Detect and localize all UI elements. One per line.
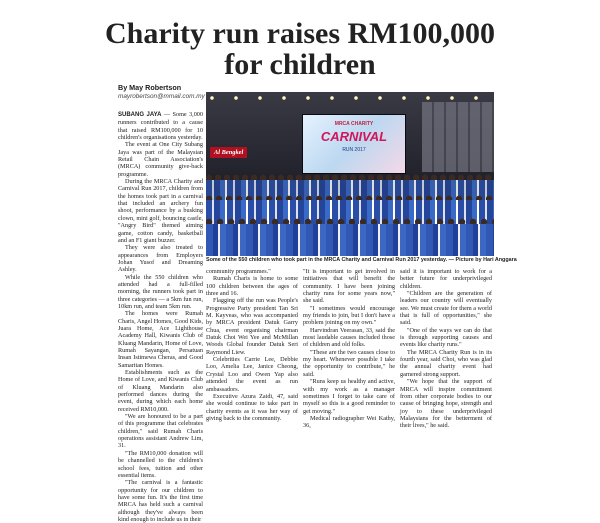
paragraph: Executive Azura Zaidi, 47, said she would continue to take part in charity events as it was her way of giving back to the community. — [206, 392, 298, 422]
paragraph: Harvindran Veerasan, 33, said the most laudable causes included those of children and old folks. — [303, 326, 395, 349]
screen-text-bottom: RUN 2017 — [342, 147, 366, 153]
paragraph: The homes were Rumah Charis, Angel Homes, Good Kids, Juara Home, Ace Lighthouse Academy Hall, Kiwanis Club of Kluang Mandarin, Home of Love, Rumah Sayangan, Persatuan Insan Istimewa Cheras, and Good Samaritan Homes. — [118, 310, 203, 369]
article-column-3 — [303, 268, 395, 430]
photo-caption: Some of the 550 children who took part in the MRCA Charity and Carnival Run 2017 yesterday. — Picture by Hari Anggara — [206, 257, 517, 263]
byline-author: By May Robertson — [118, 83, 182, 92]
mall-windows — [422, 102, 494, 172]
headline-line-2: for children — [224, 48, 376, 81]
paragraph-text: — Some 3,000 runners contributed to a cause that raised RM100,000 for 10 children's organisations yesterday. — [118, 111, 203, 142]
paragraph: "These are the two causes close to my heart. Whenever possible I take the opportunity to contribute," he said. — [303, 348, 395, 378]
article-column-2 — [206, 268, 298, 422]
paragraph: community programmes." — [206, 268, 271, 275]
paragraph: They were also treated to appearances from Employers Johan Yusof and Dreaming Ashley. — [118, 244, 203, 274]
paragraph: Celebrities Carrie Lee, Debbie Loo, Amelia Lee, Janice Cheong, Crystal Loo and Owen Yap also attended the event as run ambassadors. — [206, 356, 298, 393]
paragraph: "We are honoured to be a part of this programme that celebrates children," said Rumah Charis operations assistant Andrew Lim, 31. — [118, 413, 203, 450]
paragraph: Rumah Charis is home to some 100 children between the ages of three and 16. — [206, 275, 298, 298]
article-photo — [206, 92, 494, 256]
paragraph: "It is important to get involved in initiatives that will benefit the community. I have been joining charity runs for some years now," she said. — [303, 268, 395, 305]
byline — [118, 83, 205, 100]
headline-line-1: Charity run raises RM100,000 — [105, 17, 495, 50]
article-column-4 — [400, 268, 492, 430]
crowd-front-row — [206, 224, 494, 256]
byline-email[interactable]: mayrobertson@mmail.com.my — [118, 93, 205, 100]
screen-text-main: CARNIVAL — [320, 129, 388, 144]
paragraph: "We hope that the support of MRCA will inspire commitment from other corporate bodies to our cause of bringing hope, strength and joy to these underprivileged Malaysians for the betterment of their lives," he said. — [400, 378, 492, 430]
paragraph: said it is important to work for a better future for underprivileged children. — [400, 268, 492, 290]
headline — [0, 18, 600, 80]
shop-sign: Al Bengkel — [210, 147, 247, 158]
paragraph: "I sometimes would encourage my friends to join, but I don't have a problem joining on my own." — [303, 304, 395, 327]
paragraph: While the 550 children who attended had a full-filled morning, the runners took part in three categories — a 5km fun run, 10km run, and team 5km run. — [118, 273, 203, 310]
paragraph: The event at One City Subang Jaya was part of the Malaysian Retail Chain Association's (MRCA) community give-back programme. — [118, 141, 203, 178]
paragraph: Flagging off the run was People's Progressive Party president Tan Sri M. Kayveas, who was accompanied by MRCA president Datuk Garry Chua, event organising chairman Datuk Choi Wei Yee and McMillan Woods Global founder Datuk Seri Raymond Liew. — [206, 297, 298, 356]
paragraph: "Children are the generation of leaders our country will eventually see. We must create for them a world that is full of opportunities," she said. — [400, 290, 492, 327]
paragraph: During the MRCA Charity and Carnival Run 2017, children from the homes took part in a carnival that included an archery fun shoot, performance by a busking clown, mini golf, bouncing castle, "Angry Bird" themed aiming game, cotton candy, basketball and an F1 giant buzzer. — [118, 178, 203, 244]
dateline: SUBANG JAYA — [118, 112, 162, 118]
paragraph: "The carnival is a fantastic opportunity for our children to have some fun. It's the first time MRCA has held such a carnival although they've always been kind enough to include us in their — [118, 479, 203, 523]
paragraph: The MRCA Charity Run is in its fourth year, said Choi, who was glad the annual charity event had garnered strong support. — [400, 348, 492, 378]
paragraph: Medical radiographer Wei Kathy, 36, — [303, 414, 395, 430]
paragraph: "Runs keep us healthy and active, with my work as a manager sometimes I forget to take care of myself so this is a good reminder to get moving." — [303, 378, 395, 415]
paragraph: "One of the ways we can do that is through supporting causes and events like charity runs." — [400, 326, 492, 349]
paragraph: "The RM10,000 donation will be channelled to the children's school fees, tuition and other essential items. — [118, 449, 203, 479]
paragraph — [118, 111, 203, 141]
screen-text-top: MRCA CHARITY — [334, 121, 374, 127]
event-screen — [302, 114, 406, 174]
paragraph: Establishments such as the Home of Love, and Kiwanis Club of Kluang Mandarin also performed dances during the event, during which each home received RM10,000. — [118, 369, 203, 413]
article-column-1 — [118, 111, 203, 523]
